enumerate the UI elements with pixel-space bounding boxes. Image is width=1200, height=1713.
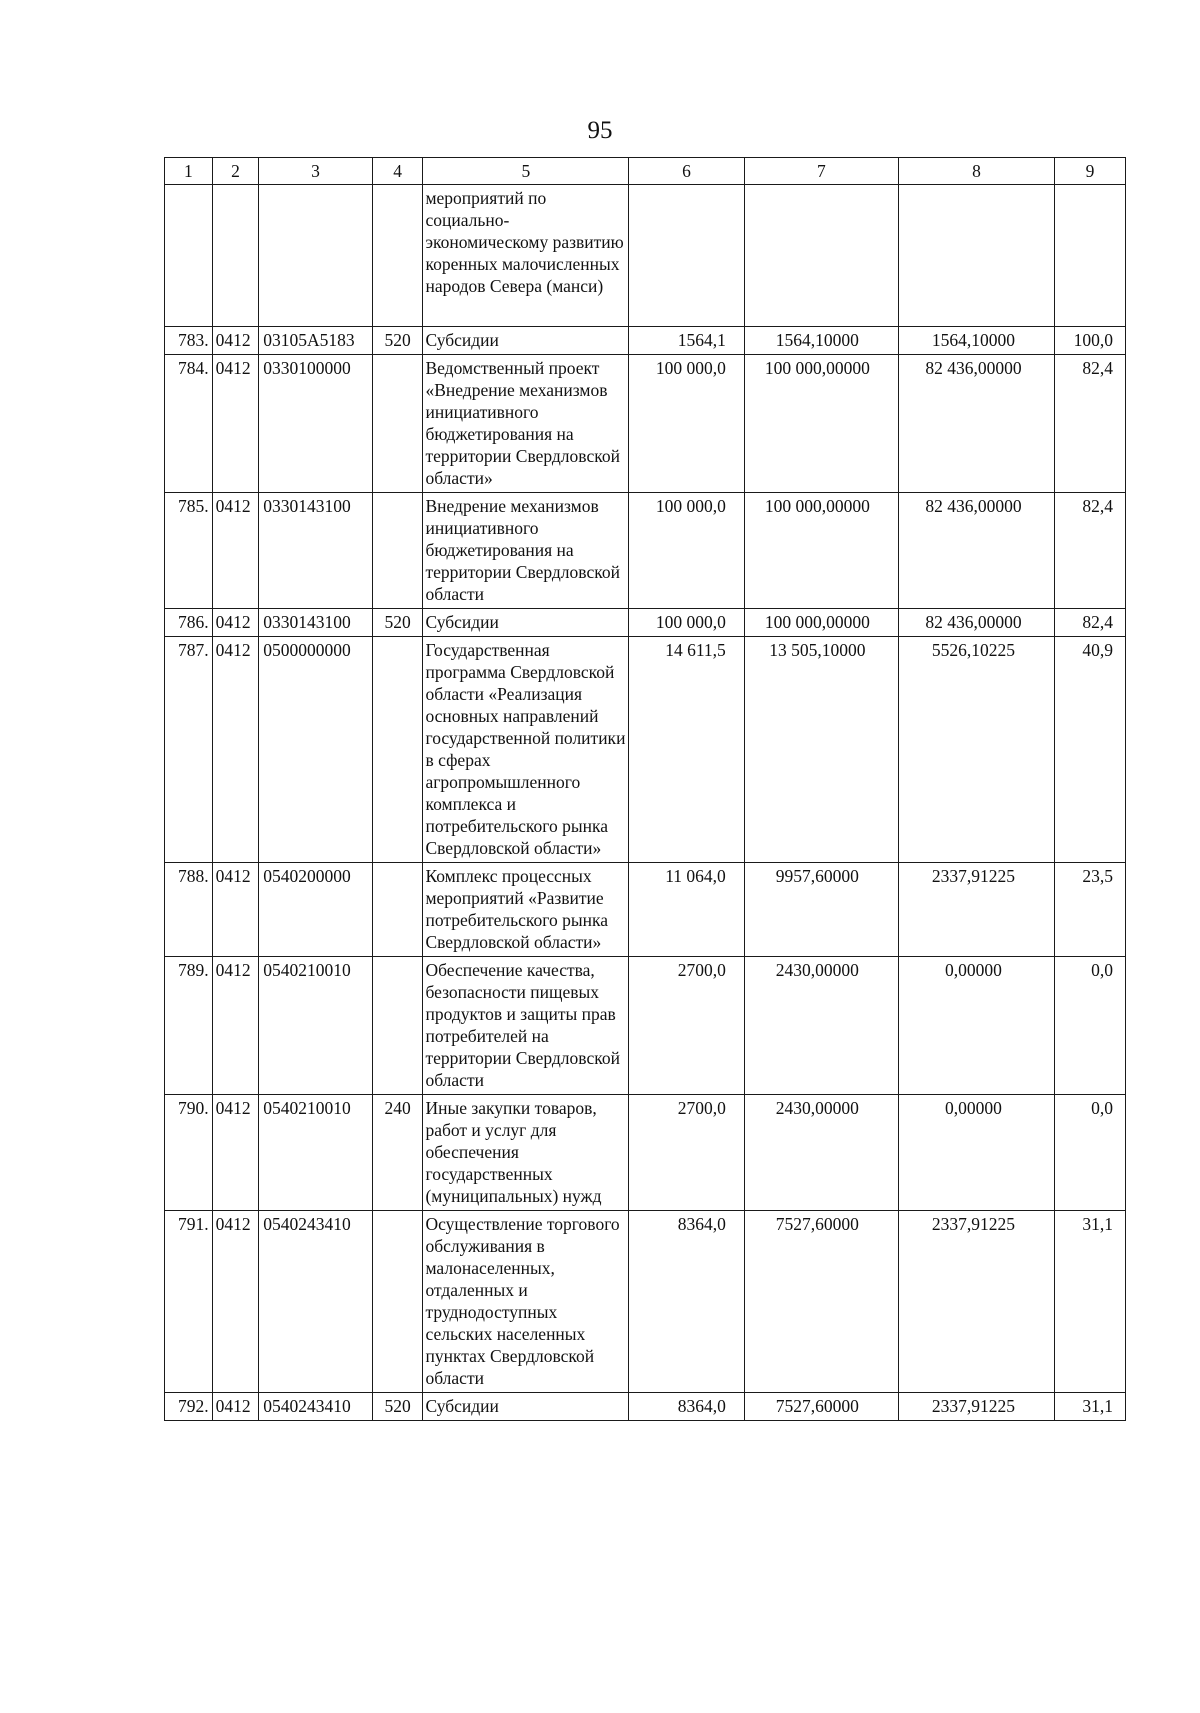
- cell-expense-type: [372, 1211, 423, 1393]
- cell-col7: 2430,00000: [744, 957, 898, 1095]
- cell-col6: 1564,1: [629, 327, 745, 355]
- cell-col8: 2337,91225: [898, 1211, 1054, 1393]
- cell-col9: 82,4: [1055, 355, 1126, 493]
- table-row: [165, 327, 1126, 355]
- cell-section: [212, 185, 259, 327]
- cell-row-number: 792.: [165, 1393, 213, 1421]
- cell-col6: 100 000,0: [629, 609, 745, 637]
- column-header: 4: [372, 158, 423, 185]
- cell-col8: 82 436,00000: [898, 493, 1054, 609]
- cell-col8: 82 436,00000: [898, 355, 1054, 493]
- cell-row-number: 784.: [165, 355, 213, 493]
- cell-row-number: 791.: [165, 1211, 213, 1393]
- cell-col9: 31,1: [1055, 1393, 1126, 1421]
- cell-col6: 100 000,0: [629, 493, 745, 609]
- column-header: 7: [744, 158, 898, 185]
- cell-col8: 82 436,00000: [898, 609, 1054, 637]
- cell-col7: 100 000,00000: [744, 493, 898, 609]
- cell-col7: [744, 185, 898, 327]
- cell-target-code: 0500000000: [259, 637, 373, 863]
- cell-expense-type: [372, 863, 423, 957]
- cell-expense-type: [372, 185, 423, 327]
- cell-col9: [1055, 185, 1126, 327]
- column-header: 2: [212, 158, 259, 185]
- cell-name: мероприятий по социально-экономическому развитию коренных малочисленных народов Севера (манси): [423, 185, 629, 327]
- cell-row-number: [165, 185, 213, 327]
- cell-col6: 2700,0: [629, 1095, 745, 1211]
- cell-expense-type: 520: [372, 609, 423, 637]
- budget-table: [164, 157, 1126, 1421]
- cell-row-number: 785.: [165, 493, 213, 609]
- cell-target-code: 0330143100: [259, 609, 373, 637]
- cell-col8: 2337,91225: [898, 1393, 1054, 1421]
- cell-expense-type: [372, 637, 423, 863]
- cell-row-number: 786.: [165, 609, 213, 637]
- cell-expense-type: 520: [372, 327, 423, 355]
- cell-col8: 1564,10000: [898, 327, 1054, 355]
- cell-col9: 23,5: [1055, 863, 1126, 957]
- cell-col7: 100 000,00000: [744, 609, 898, 637]
- cell-section: 0412: [212, 1211, 259, 1393]
- cell-target-code: 0540200000: [259, 863, 373, 957]
- cell-col6: 11 064,0: [629, 863, 745, 957]
- cell-expense-type: 520: [372, 1393, 423, 1421]
- cell-target-code: [259, 185, 373, 327]
- cell-col8: 0,00000: [898, 957, 1054, 1095]
- cell-col8: 0,00000: [898, 1095, 1054, 1211]
- cell-section: 0412: [212, 355, 259, 493]
- cell-col6: 8364,0: [629, 1211, 745, 1393]
- cell-col7: 13 505,10000: [744, 637, 898, 863]
- cell-col9: 0,0: [1055, 957, 1126, 1095]
- cell-target-code: 0540210010: [259, 957, 373, 1095]
- cell-target-code: 0330143100: [259, 493, 373, 609]
- column-header: 6: [629, 158, 745, 185]
- cell-name: Субсидии: [423, 609, 629, 637]
- cell-row-number: 783.: [165, 327, 213, 355]
- table-row: [165, 609, 1126, 637]
- table-row: [165, 957, 1126, 1095]
- cell-row-number: 789.: [165, 957, 213, 1095]
- cell-col8: 5526,10225: [898, 637, 1054, 863]
- cell-col6: [629, 185, 745, 327]
- cell-name: Комплекс процессных мероприятий «Развитие потребительского рынка Свердловской области»: [423, 863, 629, 957]
- cell-col6: 2700,0: [629, 957, 745, 1095]
- cell-col7: 100 000,00000: [744, 355, 898, 493]
- cell-col7: 2430,00000: [744, 1095, 898, 1211]
- cell-expense-type: [372, 957, 423, 1095]
- cell-section: 0412: [212, 1393, 259, 1421]
- cell-row-number: 788.: [165, 863, 213, 957]
- cell-expense-type: [372, 493, 423, 609]
- cell-name: Государственная программа Свердловской области «Реализация основных направлений государственной политики в сферах агропромышленного комплекса и потребительского рынка Свердловской области»: [423, 637, 629, 863]
- table-row: [165, 863, 1126, 957]
- cell-name: Внедрение механизмов инициативного бюджетирования на территории Свердловской области: [423, 493, 629, 609]
- column-header: 3: [259, 158, 373, 185]
- table-row: [165, 1393, 1126, 1421]
- table-row: [165, 1095, 1126, 1211]
- column-header: 9: [1055, 158, 1126, 185]
- cell-target-code: 0540210010: [259, 1095, 373, 1211]
- cell-col9: 82,4: [1055, 609, 1126, 637]
- cell-section: 0412: [212, 1095, 259, 1211]
- cell-section: 0412: [212, 863, 259, 957]
- cell-name: Субсидии: [423, 1393, 629, 1421]
- table-header-row: [165, 158, 1126, 185]
- cell-col6: 14 611,5: [629, 637, 745, 863]
- cell-target-code: 03105A5183: [259, 327, 373, 355]
- cell-col6: 100 000,0: [629, 355, 745, 493]
- cell-col7: 7527,60000: [744, 1211, 898, 1393]
- cell-section: 0412: [212, 493, 259, 609]
- cell-name: Обеспечение качества, безопасности пищевых продуктов и защиты прав потребителей на территории Свердловской области: [423, 957, 629, 1095]
- table-row: [165, 637, 1126, 863]
- cell-col7: 1564,10000: [744, 327, 898, 355]
- table-row: [165, 355, 1126, 493]
- column-header: 5: [423, 158, 629, 185]
- cell-col8: 2337,91225: [898, 863, 1054, 957]
- table-row: [165, 493, 1126, 609]
- cell-row-number: 787.: [165, 637, 213, 863]
- cell-target-code: 0540243410: [259, 1393, 373, 1421]
- cell-section: 0412: [212, 327, 259, 355]
- cell-col7: 9957,60000: [744, 863, 898, 957]
- cell-expense-type: 240: [372, 1095, 423, 1211]
- page-number: 95: [587, 117, 613, 144]
- cell-col9: 31,1: [1055, 1211, 1126, 1393]
- cell-col9: 82,4: [1055, 493, 1126, 609]
- cell-target-code: 0540243410: [259, 1211, 373, 1393]
- cell-section: 0412: [212, 957, 259, 1095]
- cell-col8: [898, 185, 1054, 327]
- cell-col6: 8364,0: [629, 1393, 745, 1421]
- cell-col9: 0,0: [1055, 1095, 1126, 1211]
- column-header: 1: [165, 158, 213, 185]
- cell-name: Субсидии: [423, 327, 629, 355]
- cell-col9: 100,0: [1055, 327, 1126, 355]
- cell-target-code: 0330100000: [259, 355, 373, 493]
- column-header: 8: [898, 158, 1054, 185]
- table-row-continuation: [165, 185, 1126, 327]
- cell-col9: 40,9: [1055, 637, 1126, 863]
- cell-name: Иные закупки товаров, работ и услуг для обеспечения государственных (муниципальных) нужд: [423, 1095, 629, 1211]
- cell-section: 0412: [212, 609, 259, 637]
- cell-row-number: 790.: [165, 1095, 213, 1211]
- table-row: [165, 1211, 1126, 1393]
- cell-name: Ведомственный проект «Внедрение механизмов инициативного бюджетирования на территории Свердловской области»: [423, 355, 629, 493]
- cell-section: 0412: [212, 637, 259, 863]
- cell-expense-type: [372, 355, 423, 493]
- cell-col7: 7527,60000: [744, 1393, 898, 1421]
- cell-name: Осуществление торгового обслуживания в малонаселенных, отдаленных и труднодоступных сельских населенных пунктах Свердловской области: [423, 1211, 629, 1393]
